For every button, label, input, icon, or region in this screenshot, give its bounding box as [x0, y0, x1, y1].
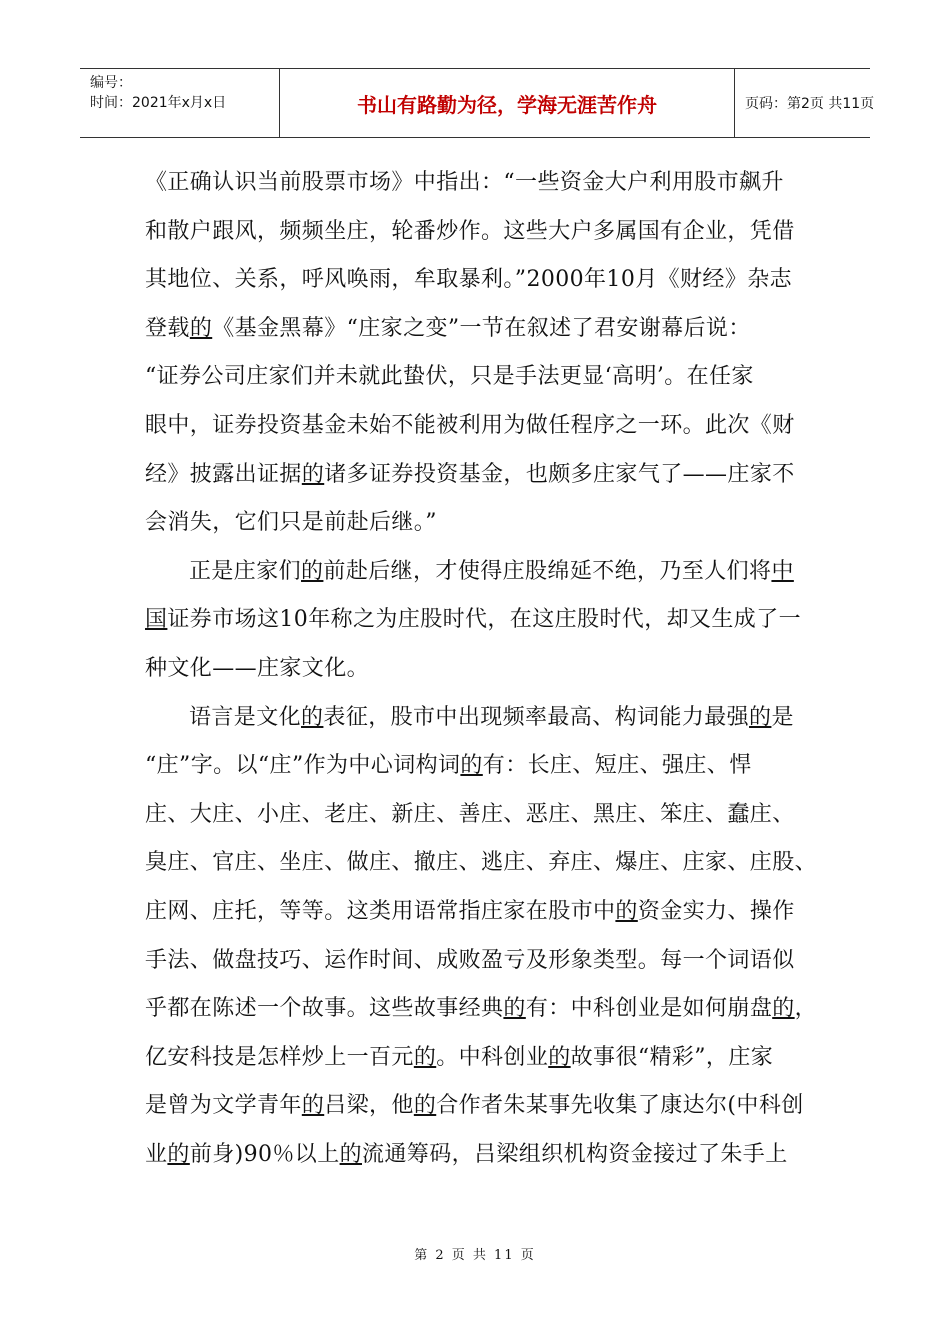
text-line: 会消失，它们只是前赴后继。” [145, 510, 437, 536]
text-line: 乎都在陈述一个故事。这些故事经典的有：中科创业是如何崩盘的， [145, 996, 818, 1022]
text-line: 业的前身)90％以上的流通筹码，吕梁组织机构资金接过了朱手上 [145, 1141, 788, 1167]
header-page-info: 页码：第2页 共11页 [745, 96, 875, 112]
text-line: 国证券市场这10年称之为庄股时代，在这庄股时代，却又生成了一 [145, 607, 802, 633]
text-line: 和散户跟风，频频坐庄，轮番炒作。这些大户多属国有企业，凭借 [145, 218, 795, 244]
text-line: 是曾为文学青年的吕梁，他的合作者朱某事先收集了康达尔(中科创 [145, 1093, 804, 1119]
header-meta [80, 69, 280, 137]
header-motto: 书山有路勤为径，学海无涯苦作舟 [280, 69, 735, 137]
text-line: 手法、做盘技巧、运作时间、成败盈亏及形象类型。每一个词语似 [145, 947, 795, 973]
text-line: 其地位、关系，呼风唤雨，牟取暴利。”2000年10月《财经》杂志 [145, 267, 793, 293]
text-line: “庄”字。以“庄”作为中心词构词的有：长庄、短庄、强庄、悍 [145, 753, 752, 779]
text-line: 语言是文化的表征，股市中出现频率最高、构词能力最强的是 [189, 704, 794, 730]
document-number-label: 编号： [90, 75, 132, 91]
text-line: 登载的《基金黑幕》“庄家之变”一节在叙述了君安谢幕后说： [145, 315, 751, 341]
text-line: 眼中，证券投资基金未始不能被利用为做任程序之一环。此次《财 [145, 412, 795, 438]
text-line: 亿安科技是怎样炒上一百元的。中科创业的故事很“精彩”，庄家 [145, 1044, 774, 1070]
text-line: 种文化——庄家文化。 [145, 655, 370, 681]
text-line: 经》披露出证据的诸多证券投资基金，也颇多庄家气了——庄家不 [145, 461, 795, 487]
page-header [80, 68, 875, 138]
text-line: 庄网、庄托，等等。这类用语常指庄家在股市中的资金实力、操作 [145, 898, 795, 924]
text-line: 《正确认识当前股票市场》中指出：“一些资金大户利用股市飙升 [145, 170, 784, 195]
text-line: 臭庄、官庄、坐庄、做庄、撤庄、逃庄、弃庄、爆庄、庄家、庄股、 [145, 850, 818, 876]
text-line: 正是庄家们的前赴后继，才使得庄股绵延不绝，乃至人们将中 [189, 558, 794, 584]
page-footer: 第 2 页 共 11 页 [414, 1248, 536, 1263]
document-time-label: 时间：2021年x月x日 [90, 95, 227, 111]
document-body [145, 159, 818, 1179]
text-line: 庄、大庄、小庄、老庄、新庄、善庄、恶庄、黑庄、笨庄、蠢庄、 [145, 801, 795, 827]
text-line: “证券公司庄家们并未就此蛰伏，只是手法更显‘高明’。在任家 [145, 364, 754, 390]
